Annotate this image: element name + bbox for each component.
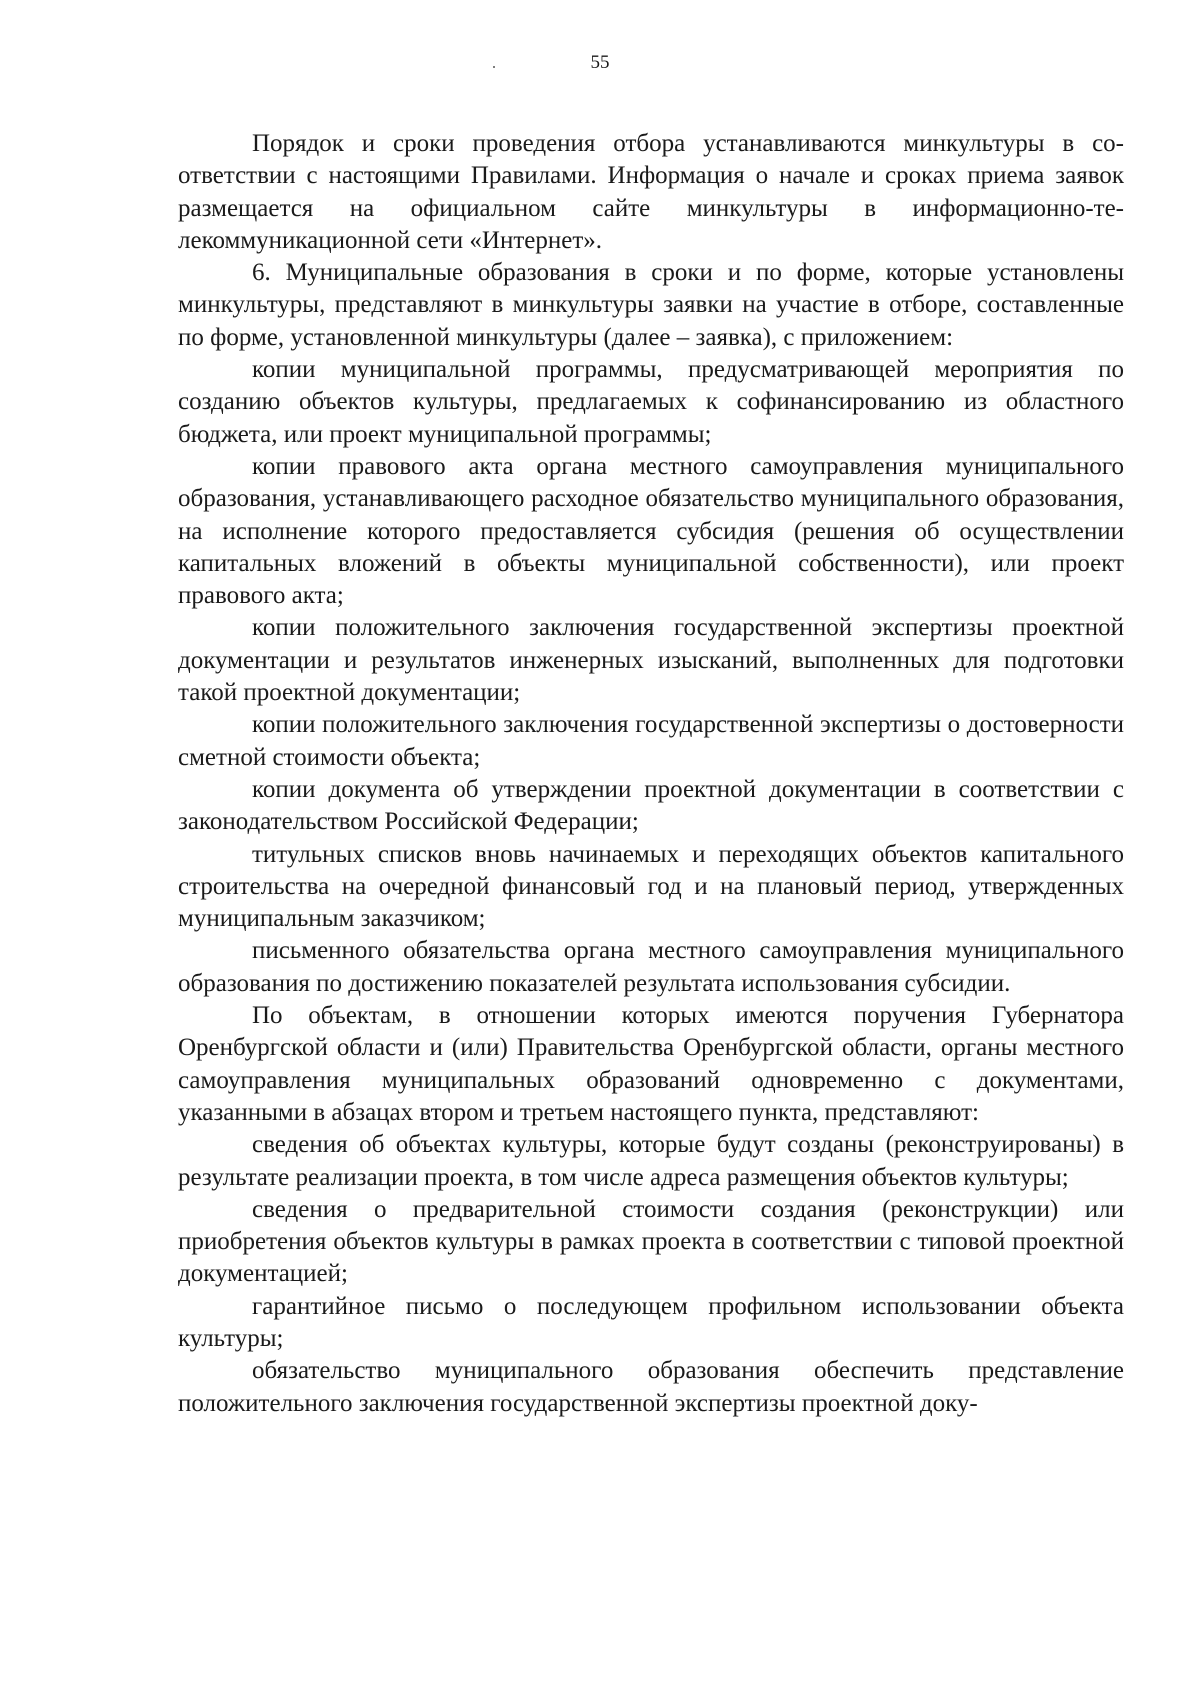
scan-speck <box>493 66 495 68</box>
paragraph: сведения об объектах культуры, которые будут созданы (реконструированы) в результате реализации проекта, в том числе адреса размещения объектов культуры; <box>178 1131 1124 1191</box>
paragraph: копии положительного заключения государственной экспертизы о достоверности сметной стоимости объекта; <box>178 711 1124 771</box>
paragraph: обязательство муниципального образования обеспечить представление положительного заключения государственной экспертизы проектной доку- <box>178 1357 1124 1417</box>
paragraph: сведения о предварительной стоимости создания (реконструкции) или приобретения объектов культуры в рамках проекта в соответствии с типовой проектной документацией; <box>178 1195 1124 1288</box>
paragraph: копии правового акта органа местного самоуправления муниципального образования, устанавливающего расходное обязательство муниципального образования, на исполнение которого предоставляется субсидия (решения об осуществлении капитальных вложений в объекты муниципальной собственности), или проект правового акта; <box>178 452 1124 610</box>
paragraph: письменного обязательства органа местного самоуправления муниципального образования по достижению показателей результата использования субсидии. <box>178 937 1124 997</box>
paragraph: титульных списков вновь начинаемых и переходящих объектов капитального строительства на очередной финансовый год и на плановый период, утвержденных муниципальным заказчиком; <box>178 840 1124 933</box>
paragraph: копии муниципальной программы, предусматривающей мероприятия по созданию объектов культуры, предлагаемых к софинансированию из областного бюджета, или проект муниципальной программы; <box>178 356 1124 448</box>
paragraph: копии положительного заключения государственной экспертизы проектной документации и результатов инженерных изысканий, выполненных для подготовки такой проектной документации; <box>178 614 1124 707</box>
paragraph: Порядок и сроки проведения отбора устанавливаются минкультуры в соответствии с настоящими Правилами. Информация о начале и сроках приема заявок размещается на официальном сайте минкультуры в информационно-телекоммуникационной сети «Интернет». <box>178 130 1124 254</box>
paragraph: гарантийное письмо о последующем профильном использовании объекта культуры; <box>178 1292 1124 1352</box>
paragraph: 6. Муниципальные образования в сроки и по форме, которые установлены минкультуры, представляют в минкультуры заявки на участие в отборе, составленные по форме, установленной минкультуры (далее – заявка), с приложением: <box>178 259 1124 351</box>
paragraph: копии документа об утверждении проектной документации в соответствии с законодательством Российской Федерации; <box>178 775 1124 836</box>
page-number: 55 <box>590 52 610 73</box>
paragraph: По объектам, в отношении которых имеются поручения Губернатора Оренбургской области и (или) Правительства Оренбургской области, органы местного самоуправления муниципальных образований одновременно с документами, указанными в абзацах втором и третьем настоящего пункта, представляют: <box>178 1002 1124 1126</box>
body-text <box>178 128 1124 1420</box>
